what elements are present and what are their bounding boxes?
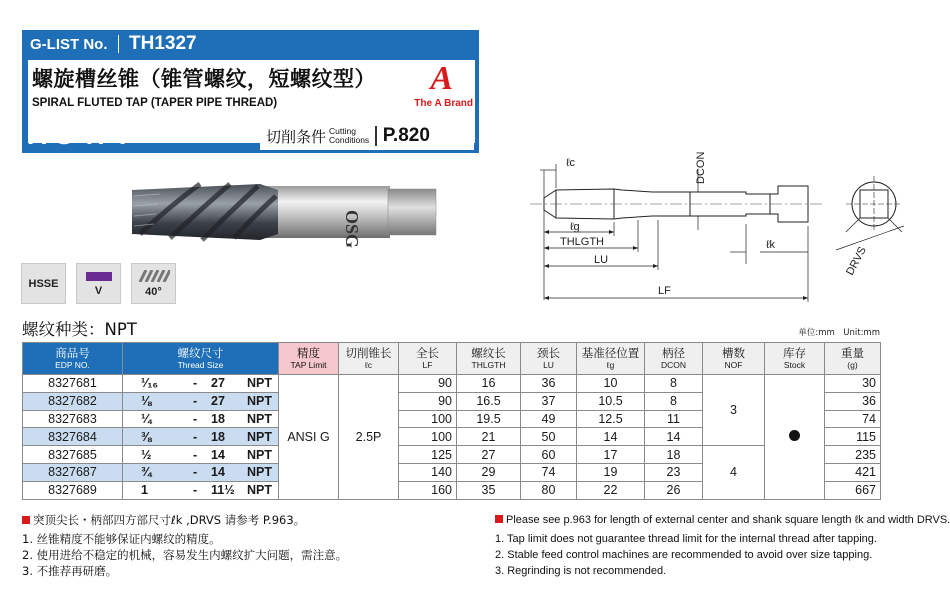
- cutting-en-line1: Cutting: [329, 126, 356, 136]
- dcon-cell: 11: [645, 410, 703, 428]
- dim-lu: LU: [594, 254, 609, 266]
- lf-cell: 160: [399, 481, 457, 499]
- product-title-en: SPIRAL FLUTED TAP (TAPER PIPE THREAD): [32, 97, 278, 109]
- lf-cell: 140: [399, 463, 457, 481]
- dim-drvs: DRVS: [844, 244, 869, 278]
- lg-cell: 22: [577, 481, 645, 499]
- weight-cell: 36: [825, 392, 881, 410]
- lu-cell: 74: [521, 463, 577, 481]
- coating-label: V: [94, 285, 103, 297]
- technical-drawing: [530, 140, 940, 308]
- glist-divider: [118, 35, 120, 53]
- coating-bar-icon: [86, 272, 112, 281]
- edp-cell: 8327681: [23, 375, 123, 393]
- tap-limit-cell: ANSI G: [279, 375, 339, 500]
- notes-cn: [22, 512, 482, 579]
- note-cn-3: 3. 不推荐再研磨。: [22, 564, 118, 578]
- table-row: [23, 446, 881, 464]
- dcon-cell: 8: [645, 392, 703, 410]
- note-cn-2: 2. 使用进给不稳定的机械，容易发生内螺纹扩大问题，需注意。: [22, 548, 348, 562]
- helix-stripes-icon: [138, 270, 170, 282]
- red-square-icon: [22, 516, 30, 524]
- thread-type-title: 螺纹种类：NPT: [22, 320, 137, 339]
- table-row: [23, 375, 881, 393]
- lg-cell: 17: [577, 446, 645, 464]
- edp-cell: 8327687: [23, 463, 123, 481]
- model-bar: [22, 120, 479, 153]
- a-brand-logo: A: [430, 60, 453, 97]
- weight-cell: 30: [825, 375, 881, 393]
- thlgth-cell: 35: [457, 481, 521, 499]
- edp-cell: 8327683: [23, 410, 123, 428]
- cutting-divider: [375, 126, 377, 146]
- dcon-cell: 18: [645, 446, 703, 464]
- lu-cell: 37: [521, 392, 577, 410]
- col-edp: 商品号 EDP NO.: [23, 343, 123, 375]
- note-cn-head: 突顶尖长・柄部四方部尺寸ℓk ,DRVS 请参考 P.963。: [22, 512, 482, 528]
- note-en-2: 2. Stable feed control machines are recommended to avoid over size tapping.: [495, 549, 873, 561]
- product-table: [22, 342, 881, 500]
- cutting-conditions-cn: 切削条件: [266, 127, 327, 146]
- thlgth-cell: 29: [457, 463, 521, 481]
- note-en-3: 3. Regrinding is not recommended.: [495, 565, 667, 577]
- nof-cell: 3: [703, 375, 765, 446]
- lg-cell: 12.5: [577, 410, 645, 428]
- dcon-cell: 26: [645, 481, 703, 499]
- lg-cell: 14: [577, 428, 645, 446]
- lu-cell: 49: [521, 410, 577, 428]
- lc-cell: 2.5P: [339, 375, 399, 500]
- thlgth-cell: 16: [457, 375, 521, 393]
- red-square-icon: [495, 515, 503, 523]
- helix-badge: [131, 263, 176, 304]
- thread-size-cell: ¹⁄₁₆ - 27 NPT: [123, 375, 279, 393]
- material-badge: [21, 263, 66, 304]
- thread-size-cell: ⅛ - 27 NPT: [123, 392, 279, 410]
- thread-size-cell: 1 - 11½ NPT: [123, 481, 279, 499]
- col-lg: 基准径位置 ℓg: [577, 343, 645, 375]
- dim-lc: ℓc: [566, 157, 576, 169]
- cutting-conditions-en: [329, 127, 369, 145]
- dim-thlgth: THLGTH: [560, 236, 604, 248]
- lg-cell: 19: [577, 463, 645, 481]
- thlgth-cell: 21: [457, 428, 521, 446]
- material-label: HSSE: [28, 278, 59, 290]
- thread-size-cell: ¾ - 14 NPT: [123, 463, 279, 481]
- col-stock: 库存 Stock: [765, 343, 825, 375]
- weight-cell: 421: [825, 463, 881, 481]
- tap-tool-image: [130, 176, 440, 248]
- lu-cell: 50: [521, 428, 577, 446]
- lf-cell: 90: [399, 392, 457, 410]
- weight-cell: 74: [825, 410, 881, 428]
- weight-cell: 235: [825, 446, 881, 464]
- lf-cell: 100: [399, 428, 457, 446]
- lf-cell: 90: [399, 375, 457, 393]
- lg-cell: 10: [577, 375, 645, 393]
- cutting-en-line2: Conditions: [329, 135, 370, 145]
- col-thread-size: 螺纹尺寸 Thread Size: [123, 343, 279, 375]
- col-nof: 槽数 NOF: [703, 343, 765, 375]
- thlgth-cell: 16.5: [457, 392, 521, 410]
- a-brand-text: The A Brand: [414, 98, 473, 109]
- table-header-row: [23, 343, 881, 375]
- nof-cell: 4: [703, 446, 765, 499]
- product-title-cn: 螺旋槽丝锥（锥管螺纹，短螺纹型）: [32, 67, 376, 91]
- note-cn-1: 1. 丝锥精度不能够保证内螺纹的精度。: [22, 532, 221, 546]
- lu-cell: 36: [521, 375, 577, 393]
- dcon-cell: 23: [645, 463, 703, 481]
- edp-cell: 8327689: [23, 481, 123, 499]
- coating-badge: [76, 263, 121, 304]
- cutting-page-ref: P.820: [382, 125, 430, 146]
- col-tap-limit: 精度 TAP Limit: [279, 343, 339, 375]
- edp-cell: 8327682: [23, 392, 123, 410]
- thread-size-cell: ⅜ - 18 NPT: [123, 428, 279, 446]
- dcon-cell: 8: [645, 375, 703, 393]
- col-dcon: 柄径 DCON: [645, 343, 703, 375]
- col-lc: 切削锥长 ℓc: [339, 343, 399, 375]
- filled-circle-icon: [789, 430, 800, 441]
- note-en-1: 1. Tap limit does not guarantee thread limit for the internal thread after tapping.: [495, 533, 877, 545]
- stock-cell: [765, 375, 825, 500]
- cutting-conditions-link[interactable]: [260, 122, 474, 150]
- lf-cell: 125: [399, 446, 457, 464]
- col-weight: 重量 (g): [825, 343, 881, 375]
- weight-cell: 115: [825, 428, 881, 446]
- lg-cell: 10.5: [577, 392, 645, 410]
- dim-dcon: DCON: [695, 151, 707, 184]
- edp-cell: 8327684: [23, 428, 123, 446]
- lu-cell: 80: [521, 481, 577, 499]
- dim-lf: LF: [658, 285, 671, 297]
- col-thlgth: 螺纹长 THLGTH: [457, 343, 521, 375]
- glist-code: TH1327: [129, 33, 197, 54]
- edp-cell: 8327685: [23, 446, 123, 464]
- thlgth-cell: 27: [457, 446, 521, 464]
- helix-angle-label: 40°: [145, 286, 162, 298]
- thread-size-cell: ½ - 14 NPT: [123, 446, 279, 464]
- dim-lk: ℓk: [766, 239, 776, 251]
- notes-en: [495, 512, 950, 579]
- lu-cell: 60: [521, 446, 577, 464]
- glist-bar: [22, 30, 479, 58]
- dcon-cell: 14: [645, 428, 703, 446]
- col-lu: 颈长 LU: [521, 343, 577, 375]
- model-name: A-S-TPT: [28, 120, 131, 150]
- thread-size-cell: ¼ - 18 NPT: [123, 410, 279, 428]
- thlgth-cell: 19.5: [457, 410, 521, 428]
- weight-cell: 667: [825, 481, 881, 499]
- unit-note: 单位:mm Unit:mm: [798, 328, 880, 338]
- col-lf: 全长 LF: [399, 343, 457, 375]
- lf-cell: 100: [399, 410, 457, 428]
- note-en-head: Please see p.963 for length of external center and shank square length ℓk and width DRVS.: [495, 512, 945, 528]
- glist-label: G-LIST No.: [30, 35, 108, 53]
- product-header: [22, 30, 479, 153]
- dim-lg: ℓg: [570, 221, 580, 233]
- osg-mark: OSG: [342, 210, 362, 248]
